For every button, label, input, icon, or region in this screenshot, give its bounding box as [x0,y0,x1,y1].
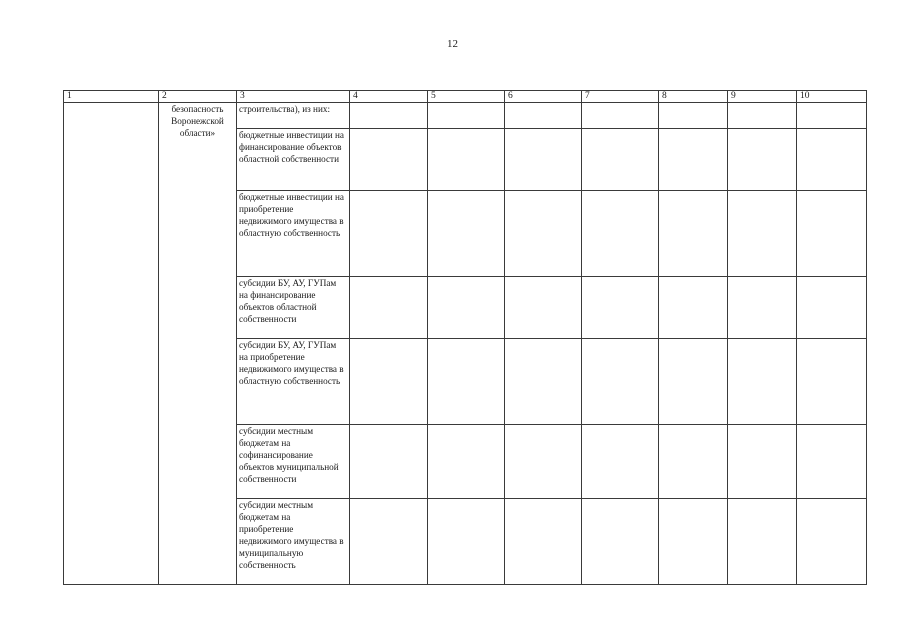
value-cell [659,191,728,277]
value-cell [505,425,582,499]
expense-type-cell: субсидии БУ, АУ, ГУПам на финансирование объектов областной собственности [237,277,350,339]
page-number: 12 [447,38,458,50]
value-cell [505,277,582,339]
value-cell [350,425,428,499]
value-cell [728,277,797,339]
header-cell: 8 [659,91,728,103]
value-cell [659,499,728,585]
header-cell: 7 [582,91,659,103]
value-cell [350,339,428,425]
value-cell [582,129,659,191]
header-cell: 4 [350,91,428,103]
expense-type-cell: субсидии местным бюджетам на софинансирование объектов муниципальной собственности [237,425,350,499]
value-cell [505,129,582,191]
value-cell [797,191,867,277]
header-cell: 9 [728,91,797,103]
value-cell [505,499,582,585]
value-cell [428,191,505,277]
header-cell: 10 [797,91,867,103]
value-cell [728,499,797,585]
value-cell [797,129,867,191]
value-cell [582,277,659,339]
value-cell [659,129,728,191]
value-cell [582,499,659,585]
header-cell: 6 [505,91,582,103]
data-table [63,90,867,585]
value-cell [428,499,505,585]
value-cell [797,339,867,425]
value-cell [728,425,797,499]
value-cell [728,103,797,129]
value-cell [582,191,659,277]
expense-type-cell: бюджетные инвестиции на финансирование объектов областной собственности [237,129,350,191]
header-cell: 1 [64,91,159,103]
value-cell [797,103,867,129]
value-cell [728,339,797,425]
expense-type-cell: бюджетные инвестиции на приобретение недвижимого имущества в областную собственность [237,191,350,277]
value-cell [428,339,505,425]
value-cell [659,277,728,339]
value-cell [659,425,728,499]
value-cell [659,339,728,425]
header-cell: 2 [159,91,237,103]
value-cell [797,425,867,499]
value-cell [350,191,428,277]
value-cell [797,277,867,339]
value-cell [428,425,505,499]
table-row [64,103,867,129]
value-cell [428,277,505,339]
value-cell [428,103,505,129]
value-cell [505,191,582,277]
value-cell [582,339,659,425]
value-cell [350,277,428,339]
expense-type-cell: субсидии местным бюджетам на приобретение недвижимого имущества в муниципальную собственность [237,499,350,585]
value-cell [350,499,428,585]
value-cell [728,129,797,191]
value-cell [350,103,428,129]
col1-cell [64,103,159,585]
value-cell [350,129,428,191]
expense-type-cell: строительства), из них: [237,103,350,129]
value-cell [797,499,867,585]
value-cell [659,103,728,129]
header-row [64,91,867,103]
header-cell: 5 [428,91,505,103]
header-cell: 3 [237,91,350,103]
value-cell [505,103,582,129]
value-cell [582,103,659,129]
value-cell [728,191,797,277]
expense-type-cell: субсидии БУ, АУ, ГУПам на приобретение недвижимого имущества в областную собственность [237,339,350,425]
program-name-cell: безопасность Воронежской области» [159,103,237,585]
value-cell [582,425,659,499]
value-cell [505,339,582,425]
value-cell [428,129,505,191]
